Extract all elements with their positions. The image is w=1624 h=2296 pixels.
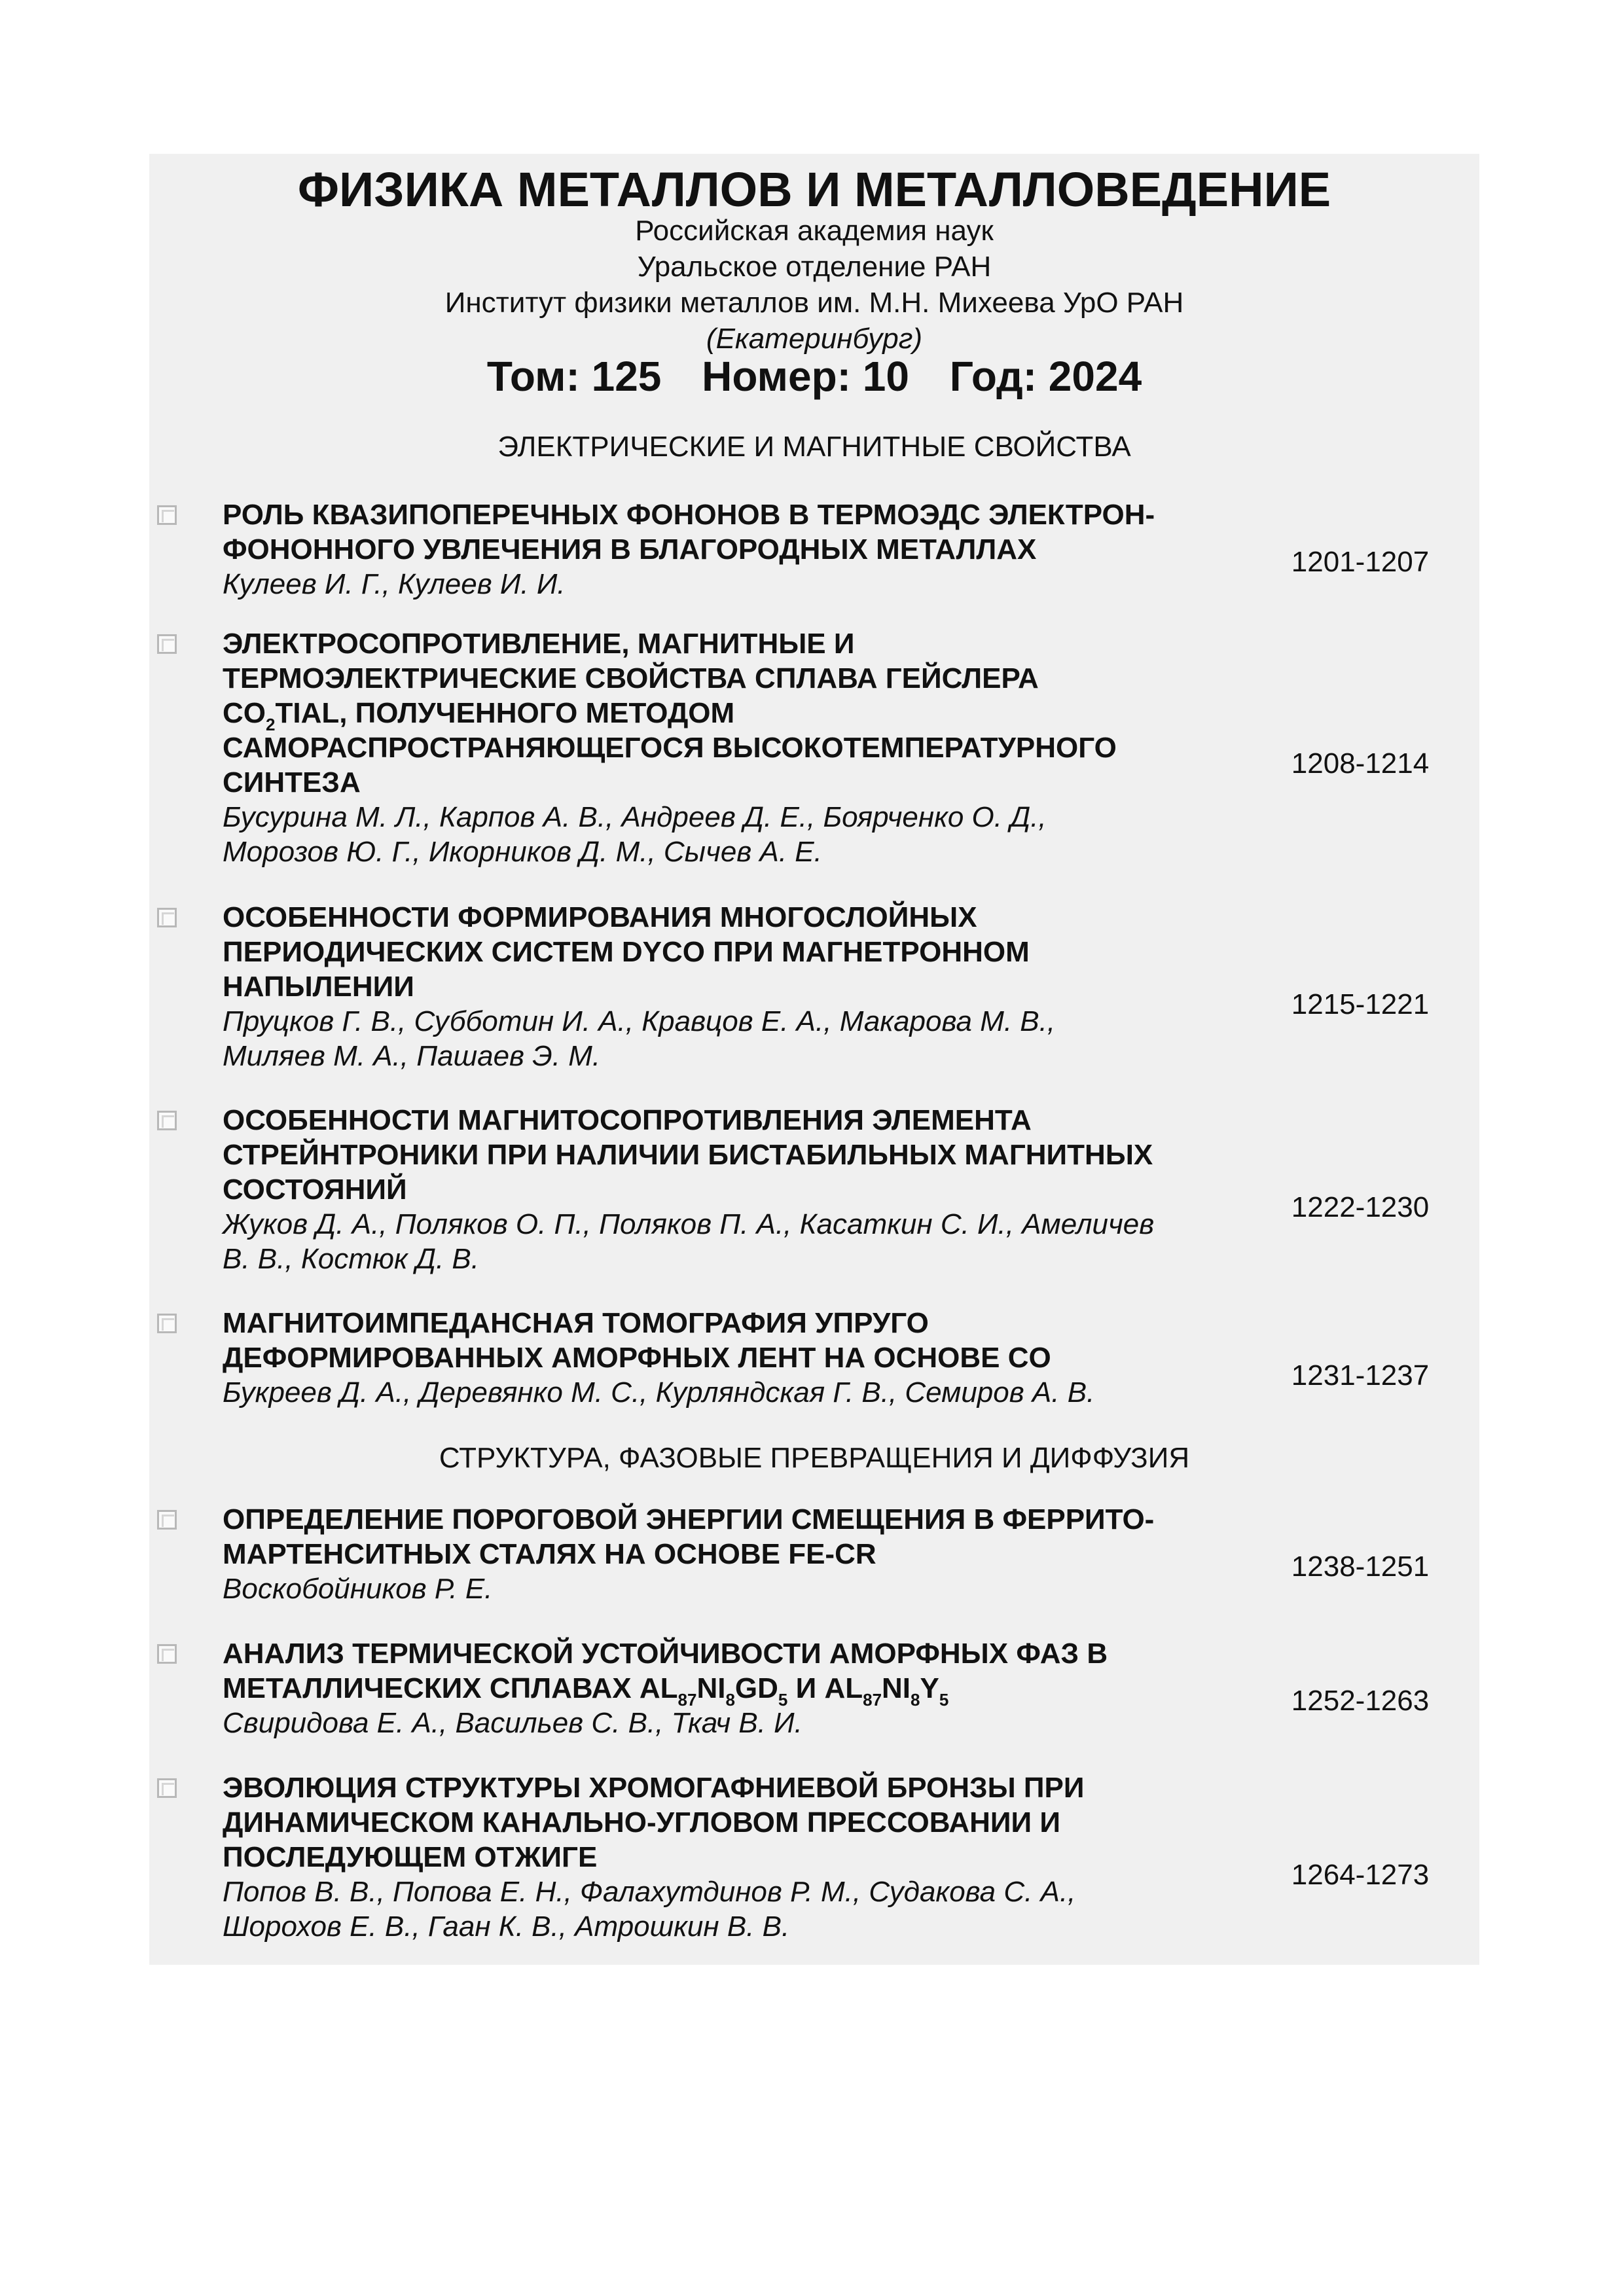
article-authors-line: Шорохов Е. В., Гаан К. В., Атрошкин В. В. bbox=[223, 1910, 790, 1943]
article-authors-line: Свиридова Е. А., Васильев С. В., Ткач В. И. bbox=[223, 1707, 803, 1739]
article-authors bbox=[223, 1874, 1244, 1944]
article-authors-line: Бусурина М. Л., Карпов А. В., Андреев Д. Е., Боярченко О. Д., bbox=[223, 801, 1047, 833]
section-title: СТРУКТУРА, ФАЗОВЫЕ ПРЕВРАЩЕНИЯ И ДИФФУЗИЯ bbox=[439, 1442, 1190, 1474]
article-authors-line: Жуков Д. А., Поляков О. П., Поляков П. А., Касаткин С. И., Амеличев bbox=[223, 1208, 1155, 1240]
article-authors-line: Букреев Д. А., Деревянко М. С., Курляндская Г. В., Семиров А. В. bbox=[223, 1376, 1095, 1408]
journal-title: ФИЗИКА МЕТАЛЛОВ И МЕТАЛЛОВЕДЕНИЕ bbox=[297, 162, 1331, 217]
checkbox[interactable] bbox=[157, 505, 177, 525]
article-title-line: СТРЕЙНТРОНИКИ ПРИ НАЛИЧИИ БИСТАБИЛЬНЫХ МАГНИТНЫХ bbox=[223, 1139, 1153, 1171]
article-title[interactable] bbox=[223, 1103, 1244, 1207]
section-title: ЭЛЕКТРИЧЕСКИЕ И МАГНИТНЫЕ СВОЙСТВА bbox=[497, 431, 1131, 463]
article-authors-line: В. В., Костюк Д. В. bbox=[223, 1243, 479, 1275]
toc-panel bbox=[149, 154, 1479, 1965]
issue-volume: Том: 125 bbox=[486, 353, 662, 400]
article-pages: 1222-1230 bbox=[1291, 1191, 1430, 1223]
article-title-line: ТЕРМОЭЛЕКТРИЧЕСКИЕ СВОЙСТВА СПЛАВА ГЕЙСЛЕРА bbox=[223, 662, 1039, 694]
checkbox[interactable] bbox=[157, 634, 177, 654]
org-institute: Институт физики металлов им. М.Н. Михеева УрО РАН bbox=[444, 287, 1184, 319]
checkbox[interactable] bbox=[157, 1111, 177, 1130]
article-authors bbox=[223, 567, 1244, 601]
article-title-line: ДИНАМИЧЕСКОМ КАНАЛЬНО-УГЛОВОМ ПРЕССОВАНИИ И bbox=[223, 1806, 1060, 1839]
article-title-line: $CO_2TIAL$, ПОЛУЧЕННОГО МЕТОДОМ bbox=[223, 697, 735, 734]
article-pages: 1238-1251 bbox=[1291, 1551, 1430, 1583]
article-title[interactable] bbox=[223, 497, 1244, 567]
article-authors-line: Воскобойников Р. Е. bbox=[223, 1573, 493, 1605]
article-title-line: ЭВОЛЮЦИЯ СТРУКТУРЫ ХРОМОГАФНИЕВОЙ БРОНЗЫ ПРИ bbox=[223, 1772, 1085, 1804]
article-title-line: НАПЫЛЕНИИ bbox=[223, 971, 414, 1003]
article-title-line: МАГНИТОИМПЕДАНСНАЯ ТОМОГРАФИЯ УПРУГО bbox=[223, 1307, 929, 1339]
article-pages: 1215-1221 bbox=[1291, 988, 1430, 1020]
article-authors bbox=[223, 1375, 1244, 1410]
article-title[interactable] bbox=[223, 1636, 1244, 1710]
article-title[interactable] bbox=[223, 626, 1244, 800]
checkbox[interactable] bbox=[157, 1314, 177, 1333]
article-pages: 1208-1214 bbox=[1291, 747, 1430, 780]
article-authors-line: Миляев М. А., Пашаев Э. М. bbox=[223, 1040, 601, 1072]
article-title-line: РОЛЬ КВАЗИПОПЕРЕЧНЫХ ФОНОНОВ В ТЕРМОЭДС ЭЛЕКТРОН- bbox=[223, 499, 1155, 531]
org-city: (Екатеринбург) bbox=[706, 323, 923, 355]
article-authors bbox=[223, 1571, 1244, 1606]
checkbox[interactable] bbox=[157, 1778, 177, 1798]
article-title-line: ДЕФОРМИРОВАННЫХ АМОРФНЫХ ЛЕНТ НА ОСНОВЕ CO bbox=[223, 1342, 1051, 1374]
article-title-line: ОСОБЕННОСТИ МАГНИТОСОПРОТИВЛЕНИЯ ЭЛЕМЕНТА bbox=[223, 1104, 1032, 1136]
article-authors bbox=[223, 1004, 1244, 1073]
article-pages: 1252-1263 bbox=[1291, 1685, 1430, 1717]
article-title-line: СОСТОЯНИЙ bbox=[223, 1174, 407, 1206]
issue-info bbox=[149, 350, 1479, 403]
article-authors-line: Пруцков Г. В., Субботин И. А., Кравцов Е. А., Макарова М. В., bbox=[223, 1005, 1056, 1037]
article-title-line: ОПРЕДЕЛЕНИЕ ПОРОГОВОЙ ЭНЕРГИИ СМЕЩЕНИЯ В ФЕРРИТО- bbox=[223, 1503, 1155, 1535]
article-title-line: ЭЛЕКТРОСОПРОТИВЛЕНИЕ, МАГНИТНЫЕ И bbox=[223, 628, 855, 660]
article-authors bbox=[223, 1706, 1244, 1740]
article-title-line: САМОРАСПРОСТРАНЯЮЩЕГОСЯ ВЫСОКОТЕМПЕРАТУРНОГО bbox=[223, 732, 1117, 764]
article-title-line: ПЕРИОДИЧЕСКИХ СИСТЕМ DYCO ПРИ МАГНЕТРОННОМ bbox=[223, 936, 1030, 968]
article-title[interactable] bbox=[223, 1306, 1244, 1375]
article-authors-line: Морозов Ю. Г., Икорников Д. М., Сычев А. Е. bbox=[223, 836, 822, 868]
article-pages: 1264-1273 bbox=[1291, 1859, 1430, 1891]
issue-number: Номер: 10 bbox=[702, 353, 909, 400]
article-title-line: МАРТЕНСИТНЫХ СТАЛЯХ НА ОСНОВЕ FE-CR bbox=[223, 1538, 876, 1570]
article-authors-line: Попов В. В., Попова Е. Н., Фалахутдинов Р. М., Судакова С. А., bbox=[223, 1876, 1076, 1908]
article-title[interactable] bbox=[223, 1770, 1244, 1874]
article-title-line: ОСОБЕННОСТИ ФОРМИРОВАНИЯ МНОГОСЛОЙНЫХ bbox=[223, 901, 977, 933]
org-academy: Российская академия наук bbox=[635, 215, 994, 247]
article-title[interactable] bbox=[223, 1502, 1244, 1571]
org-branch: Уральское отделение РАН bbox=[637, 251, 992, 283]
article-title[interactable] bbox=[223, 900, 1244, 1004]
article-title-line: АНАЛИЗ ТЕРМИЧЕСКОЙ УСТОЙЧИВОСТИ АМОРФНЫХ ФАЗ В bbox=[223, 1638, 1108, 1670]
article-pages: 1201-1207 bbox=[1291, 546, 1430, 578]
article-pages: 1231-1237 bbox=[1291, 1359, 1430, 1391]
checkbox[interactable] bbox=[157, 908, 177, 927]
article-title-line: ФОНОННОГО УВЛЕЧЕНИЯ В БЛАГОРОДНЫХ МЕТАЛЛАХ bbox=[223, 533, 1037, 565]
checkbox[interactable] bbox=[157, 1510, 177, 1530]
issue-year: Год: 2024 bbox=[949, 353, 1142, 400]
checkbox[interactable] bbox=[157, 1644, 177, 1664]
article-title-line: МЕТАЛЛИЧЕСКИХ СПЛАВАХ $AL_{87}NI_8GD_5$ И $AL_{87}NI_8Y_5$ bbox=[223, 1672, 949, 1710]
article-authors bbox=[223, 800, 1244, 869]
article-authors-line: Кулеев И. Г., Кулеев И. И. bbox=[223, 568, 566, 600]
article-authors bbox=[223, 1207, 1244, 1276]
article-title-line: СИНТЕЗА bbox=[223, 766, 361, 798]
article-title-line: ПОСЛЕДУЮЩЕМ ОТЖИГЕ bbox=[223, 1841, 598, 1873]
